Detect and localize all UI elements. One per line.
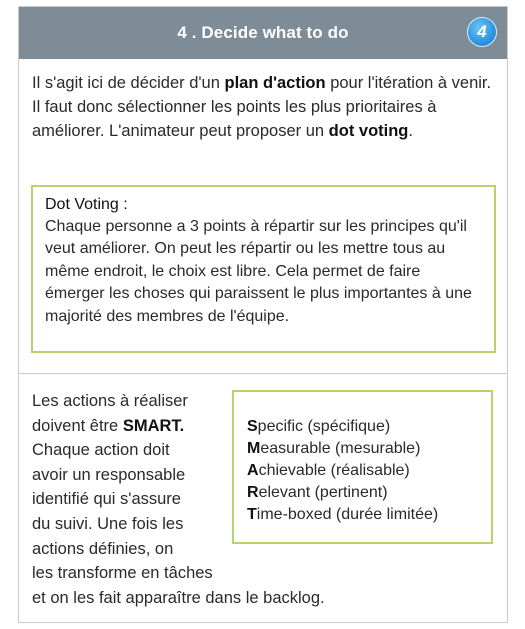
section-divider (19, 373, 507, 374)
intro-text-3: . (408, 122, 413, 140)
smart-letter: A (247, 462, 259, 479)
smart-rest: easurable (mesurable) (260, 440, 421, 457)
smart-criteria-box (232, 390, 493, 544)
intro-bold-1: plan d'action (224, 74, 326, 92)
smart-item (247, 416, 491, 438)
step-number-badge-icon: 4 (467, 17, 497, 47)
intro-paragraph (32, 71, 497, 143)
smart-letter: R (247, 484, 259, 501)
actions-line: et on les fait apparaître dans le backlog. (32, 588, 325, 607)
smart-letter: M (247, 440, 261, 457)
actions-line: les transforme en tâches (32, 564, 213, 583)
smart-letter: T (247, 506, 257, 523)
intro-text-1: Il s'agit ici de décider d'un (32, 74, 225, 92)
smart-item (247, 482, 491, 504)
actions-line: actions définies, on (32, 539, 174, 558)
intro-text-2: pour l'itération à venir. Il faut donc sélectionner les points les plus prioritaires à améliorer. L'animateur peut proposer un (32, 74, 492, 140)
smart-rest: chievable (réalisable) (258, 462, 410, 479)
actions-line: Chaque action doit (32, 441, 170, 460)
smart-rest: ime-boxed (durée limitée) (256, 506, 439, 523)
actions-line: Les actions à réaliser (32, 392, 188, 410)
smart-item (247, 504, 491, 526)
retro-step-card (18, 6, 508, 623)
card-header (19, 7, 507, 59)
smart-keyword: SMART. (122, 416, 185, 435)
actions-line: avoir un responsable (32, 465, 186, 484)
dot-voting-title: Dot Voting : (45, 196, 128, 213)
smart-item (247, 460, 491, 482)
smart-rest: pecific (spécifique) (257, 418, 391, 435)
actions-line: identifié qui s'assure (32, 490, 181, 509)
card-title: 4 . Decide what to do (177, 23, 349, 42)
smart-rest: elevant (pertinent) (258, 484, 388, 501)
actions-line: du suivi. Une fois les (32, 514, 184, 533)
smart-letter: S (247, 418, 258, 435)
dot-voting-box (31, 185, 496, 353)
smart-item (247, 438, 491, 460)
intro-bold-2: dot voting (328, 122, 409, 140)
dot-voting-text: Chaque personne a 3 points à répartir sur les principes qu'il veut améliorer. On peut les répartir ou les mettre tous au même endroit, le choix est libre. Cela permet de faire émerger les choses qui paraissent le plus importantes à une majorité des membres de l'équipe. (45, 218, 472, 325)
actions-text: doivent être (32, 416, 123, 435)
